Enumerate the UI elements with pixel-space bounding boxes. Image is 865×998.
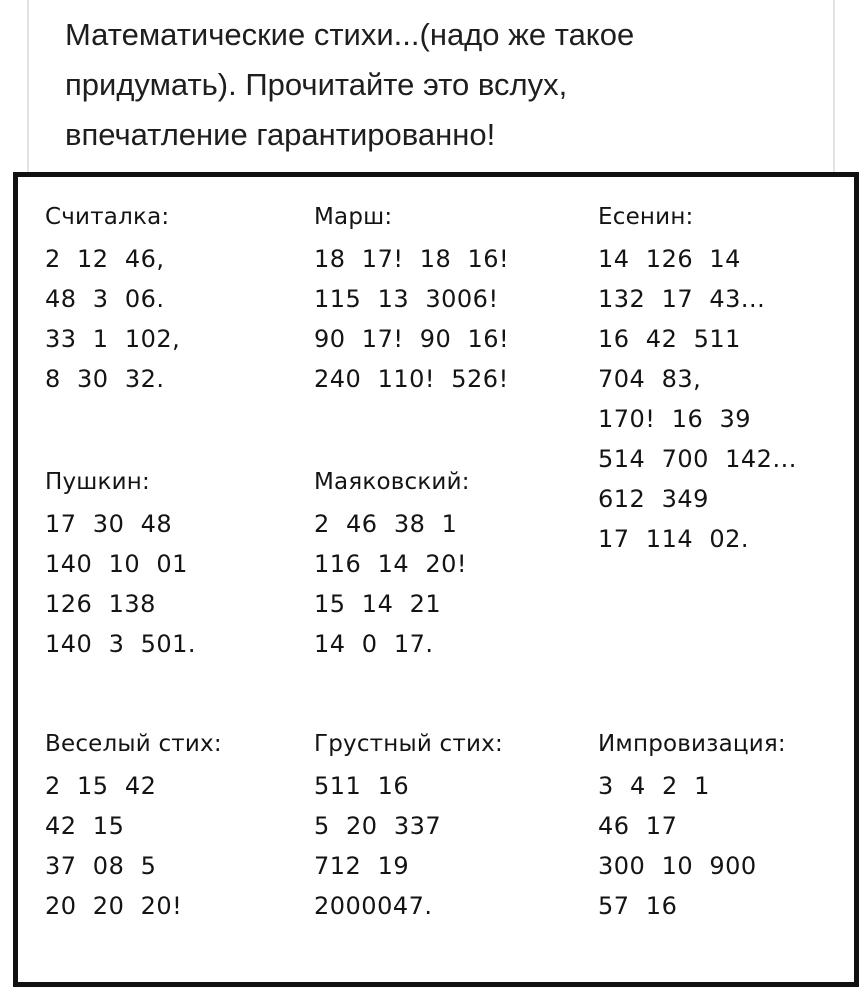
poem-marsh — [314, 202, 509, 399]
poem-line: 33 1 102, — [45, 325, 181, 353]
poem-line: 17 114 02. — [598, 525, 750, 553]
poem-line: 126 138 — [45, 590, 156, 618]
poem-title: Считалка: — [45, 204, 170, 230]
poem-line: 140 3 501. — [45, 630, 197, 658]
poem-line: 15 14 21 — [314, 590, 442, 618]
poem-esenin — [598, 202, 797, 559]
poem-line: 116 14 20! — [314, 550, 468, 578]
poem-line: 46 17 — [598, 812, 678, 840]
poem-line: 14 126 14 — [598, 245, 741, 273]
poem-line: 57 16 — [598, 892, 678, 920]
poem-title: Веселый стих: — [45, 731, 222, 757]
poem-title: Есенин: — [598, 204, 694, 230]
poem-line: 2000047. — [314, 892, 433, 920]
poem-veselyi-stih — [45, 729, 222, 926]
poem-line: 48 3 06. — [45, 285, 165, 313]
poem-line: 5 20 337 — [314, 812, 442, 840]
poem-line: 3 4 2 1 — [598, 772, 710, 800]
poem-line: 17 30 48 — [45, 510, 173, 538]
poem-line: 511 16 — [314, 772, 410, 800]
poem-line: 20 20 20! — [45, 892, 183, 920]
poem-pushkin — [45, 467, 196, 664]
poem-line: 2 12 46, — [45, 245, 165, 273]
poem-line: 140 10 01 — [45, 550, 188, 578]
poem-title: Марш: — [314, 204, 393, 230]
poem-line: 42 15 — [45, 812, 125, 840]
poem-title: Грустный стих: — [314, 731, 503, 757]
poem-grustnyi-stih — [314, 729, 503, 926]
poem-line: 514 700 142... — [598, 445, 797, 473]
poem-improvizatsiya — [598, 729, 786, 926]
post-text: Математические стихи...(надо же такое придумать). Прочитайте это вслух, впечатление гарантированно! — [65, 17, 635, 152]
poem-line: 115 13 3006! — [314, 285, 499, 313]
poem-schitalka — [45, 202, 180, 399]
poem-line: 90 17! 90 16! — [314, 325, 510, 353]
poem-line: 612 349 — [598, 485, 709, 513]
poem-title: Импровизация: — [598, 731, 786, 757]
poem-line: 240 110! 526! — [314, 365, 509, 393]
poem-line: 300 10 900 — [598, 852, 757, 880]
poem-line: 704 83, — [598, 365, 702, 393]
poem-line: 170! 16 39 — [598, 405, 752, 433]
poem-title: Пушкин: — [45, 469, 150, 495]
poem-line: 2 15 42 — [45, 772, 157, 800]
poem-line: 2 46 38 1 — [314, 510, 458, 538]
poem-line: 16 42 511 — [598, 325, 741, 353]
poem-title: Маяковский: — [314, 469, 470, 495]
poem-mayakovsky — [314, 467, 470, 664]
poem-image-frame — [13, 172, 859, 987]
poem-line: 37 08 5 — [45, 852, 157, 880]
poem-line: 132 17 43... — [598, 285, 766, 313]
poem-line: 8 30 32. — [45, 365, 165, 393]
poem-line: 14 0 17. — [314, 630, 434, 658]
poem-line: 712 19 — [314, 852, 410, 880]
poem-line: 18 17! 18 16! — [314, 245, 510, 273]
